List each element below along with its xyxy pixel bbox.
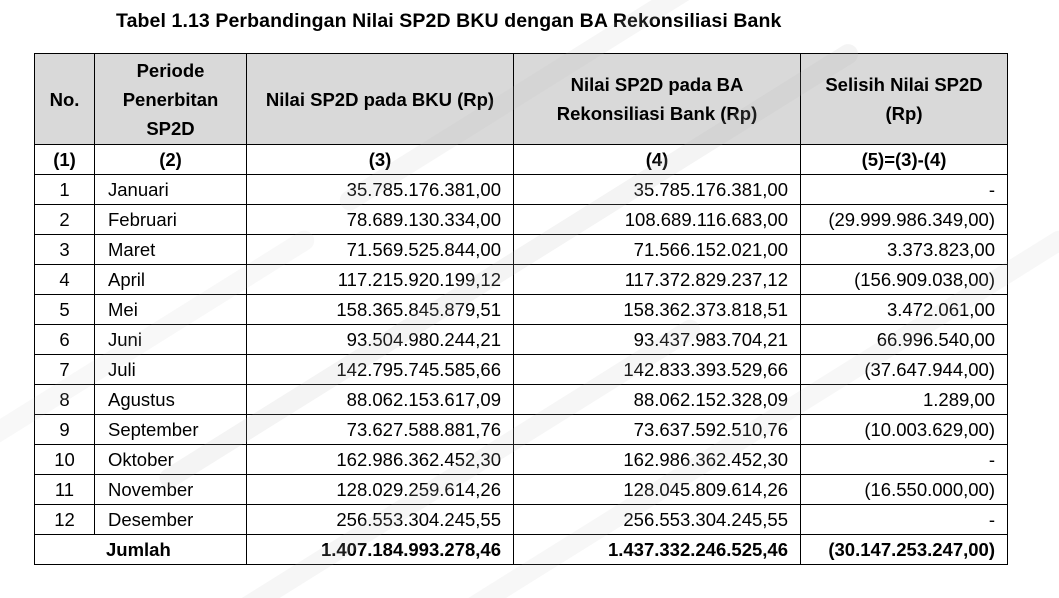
column-index-3: (3): [247, 145, 514, 175]
cell-bku: 93.504.980.244,21: [247, 325, 514, 355]
cell-bku: 142.795.745.585,66: [247, 355, 514, 385]
cell-bku: 71.569.525.844,00: [247, 235, 514, 265]
header-cell-selisih: Selisih Nilai SP2D (Rp): [801, 54, 1008, 145]
header-cell-no: No.: [35, 54, 95, 145]
cell-no: 5: [35, 295, 95, 325]
cell-ba: 71.566.152.021,00: [514, 235, 801, 265]
cell-periode: Oktober: [95, 445, 247, 475]
cell-bku: 78.689.130.334,00: [247, 205, 514, 235]
table-title: Tabel 1.13 Perbandingan Nilai SP2D BKU dengan BA Rekonsiliasi Bank: [116, 10, 782, 32]
table-body: [35, 175, 1008, 535]
table-row: [35, 265, 1008, 295]
total-row: [35, 535, 1008, 565]
table-row: [35, 445, 1008, 475]
cell-selisih: -: [801, 175, 1008, 205]
cell-bku: 35.785.176.381,00: [247, 175, 514, 205]
cell-periode: Maret: [95, 235, 247, 265]
cell-ba: 73.637.592.510,76: [514, 415, 801, 445]
cell-no: 1: [35, 175, 95, 205]
cell-selisih: 66.996.540,00: [801, 325, 1008, 355]
cell-selisih: -: [801, 505, 1008, 535]
table-row: [35, 385, 1008, 415]
column-index-row: [35, 145, 1008, 175]
table-row: [35, 475, 1008, 505]
cell-periode: Januari: [95, 175, 247, 205]
cell-periode: Desember: [95, 505, 247, 535]
cell-periode: Agustus: [95, 385, 247, 415]
cell-bku: 128.029.259.614,26: [247, 475, 514, 505]
cell-ba: 162.986.362.452,30: [514, 445, 801, 475]
cell-bku: 73.627.588.881,76: [247, 415, 514, 445]
column-index-5: (5)=(3)-(4): [801, 145, 1008, 175]
cell-bku: 158.365.845.879,51: [247, 295, 514, 325]
header-cell-bku: Nilai SP2D pada BKU (Rp): [247, 54, 514, 145]
table-row: [35, 355, 1008, 385]
table-row: [35, 505, 1008, 535]
cell-ba: 128.045.809.614,26: [514, 475, 801, 505]
cell-ba: 93.437.983.704,21: [514, 325, 801, 355]
total-bku: 1.407.184.993.278,46: [247, 535, 514, 565]
cell-no: 11: [35, 475, 95, 505]
cell-selisih: (37.647.944,00): [801, 355, 1008, 385]
cell-periode: Juli: [95, 355, 247, 385]
cell-bku: 162.986.362.452,30: [247, 445, 514, 475]
cell-periode: Mei: [95, 295, 247, 325]
header-cell-ba: Nilai SP2D pada BA Rekonsiliasi Bank (Rp): [514, 54, 801, 145]
cell-bku: 88.062.153.617,09: [247, 385, 514, 415]
cell-ba: 108.689.116.683,00: [514, 205, 801, 235]
cell-no: 8: [35, 385, 95, 415]
cell-periode: September: [95, 415, 247, 445]
cell-no: 3: [35, 235, 95, 265]
cell-selisih: (29.999.986.349,00): [801, 205, 1008, 235]
cell-ba: 88.062.152.328,09: [514, 385, 801, 415]
header-row: [35, 54, 1008, 145]
cell-no: 10: [35, 445, 95, 475]
table-row: [35, 295, 1008, 325]
cell-ba: 35.785.176.381,00: [514, 175, 801, 205]
total-selisih: (30.147.253.247,00): [801, 535, 1008, 565]
header-cell-periode: Periode Penerbitan SP2D: [95, 54, 247, 145]
cell-no: 4: [35, 265, 95, 295]
cell-selisih: 3.472.061,00: [801, 295, 1008, 325]
cell-ba: 117.372.829.237,12: [514, 265, 801, 295]
column-index-4: (4): [514, 145, 801, 175]
cell-no: 9: [35, 415, 95, 445]
cell-no: 2: [35, 205, 95, 235]
cell-ba: 142.833.393.529,66: [514, 355, 801, 385]
table-row: [35, 325, 1008, 355]
cell-periode: Juni: [95, 325, 247, 355]
cell-bku: 256.553.304.245,55: [247, 505, 514, 535]
cell-selisih: 3.373.823,00: [801, 235, 1008, 265]
cell-bku: 117.215.920.199,12: [247, 265, 514, 295]
table-row: [35, 175, 1008, 205]
total-ba: 1.437.332.246.525,46: [514, 535, 801, 565]
cell-selisih: (10.003.629,00): [801, 415, 1008, 445]
cell-selisih: (16.550.000,00): [801, 475, 1008, 505]
column-index-2: (2): [95, 145, 247, 175]
cell-selisih: (156.909.038,00): [801, 265, 1008, 295]
cell-selisih: -: [801, 445, 1008, 475]
table-row: [35, 205, 1008, 235]
cell-no: 7: [35, 355, 95, 385]
cell-no: 6: [35, 325, 95, 355]
cell-ba: 158.362.373.818,51: [514, 295, 801, 325]
column-index-1: (1): [35, 145, 95, 175]
cell-ba: 256.553.304.245,55: [514, 505, 801, 535]
cell-periode: Februari: [95, 205, 247, 235]
total-label: Jumlah: [35, 535, 247, 565]
cell-periode: April: [95, 265, 247, 295]
cell-periode: November: [95, 475, 247, 505]
cell-selisih: 1.289,00: [801, 385, 1008, 415]
table-row: [35, 235, 1008, 265]
cell-no: 12: [35, 505, 95, 535]
table-row: [35, 415, 1008, 445]
sp2d-comparison-table: [34, 53, 1008, 565]
